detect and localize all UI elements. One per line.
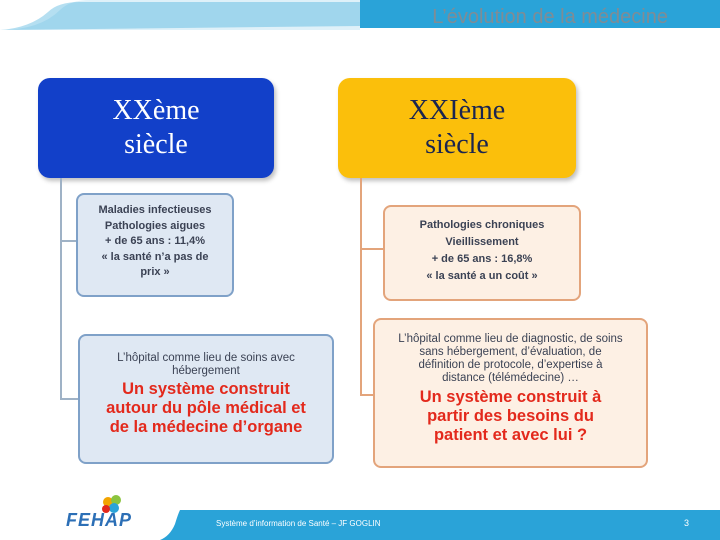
- card-xxe-system: [78, 334, 334, 464]
- header-xxe-label: XXème siècle: [112, 95, 200, 160]
- footer-caption: Système d’information de Santé – JF GOGLIN: [216, 519, 381, 528]
- card-emphasis-line: partir des besoins du: [427, 407, 594, 425]
- connector-left-1: [60, 178, 76, 242]
- header-xxe-siecle: [38, 78, 274, 178]
- logo-text: FEHAP: [66, 510, 133, 530]
- card-line: Pathologies aigues: [104, 219, 206, 232]
- card-xxie-system: [373, 318, 648, 468]
- card-line: « la santé n’a pas de: [101, 250, 209, 263]
- card-line: Pathologies chroniques: [419, 219, 545, 231]
- header-xxie-siecle: [338, 78, 576, 178]
- card-intro-line: L’hôpital comme lieu de soins avec: [117, 352, 295, 364]
- card-xxie-context: [383, 205, 581, 301]
- card-line: Maladies infectieuses: [98, 204, 212, 216]
- card-line: prix »: [140, 266, 170, 278]
- card-intro-line: distance (télémédecine) …: [442, 372, 579, 384]
- slide-title: L’évolution de la médecine: [432, 6, 668, 28]
- header-xxie-label: XXIème siècle: [408, 95, 506, 160]
- card-emphasis-line: Un système construit: [122, 380, 290, 398]
- card-emphasis-line: patient et avec lui ?: [433, 426, 588, 444]
- card-line: + de 65 ans : 11,4%: [105, 235, 205, 247]
- card-intro-line: définition de protocole, d’expertise à: [418, 359, 603, 371]
- page-number: 3: [684, 518, 690, 528]
- card-emphasis-line: de la médecine d’organe: [109, 418, 303, 436]
- fehap-logo: [66, 494, 146, 534]
- card-line: + de 65 ans : 16,8%: [431, 253, 533, 265]
- card-intro-line: L’hôpital comme lieu de diagnostic, de soins: [398, 333, 623, 345]
- card-line: Vieillissement: [445, 236, 519, 248]
- card-xxe-context: [76, 193, 234, 297]
- card-emphasis-line: Un système construit à: [419, 388, 602, 406]
- card-intro-line: hébergement: [172, 365, 240, 377]
- card-emphasis-line: autour du pôle médical et: [106, 399, 306, 417]
- card-intro-line: sans hébergement, d’évaluation, de: [419, 346, 602, 358]
- card-line: « la santé a un coût »: [426, 270, 538, 282]
- connector-right-2: [360, 248, 374, 396]
- connector-right-1: [360, 178, 384, 250]
